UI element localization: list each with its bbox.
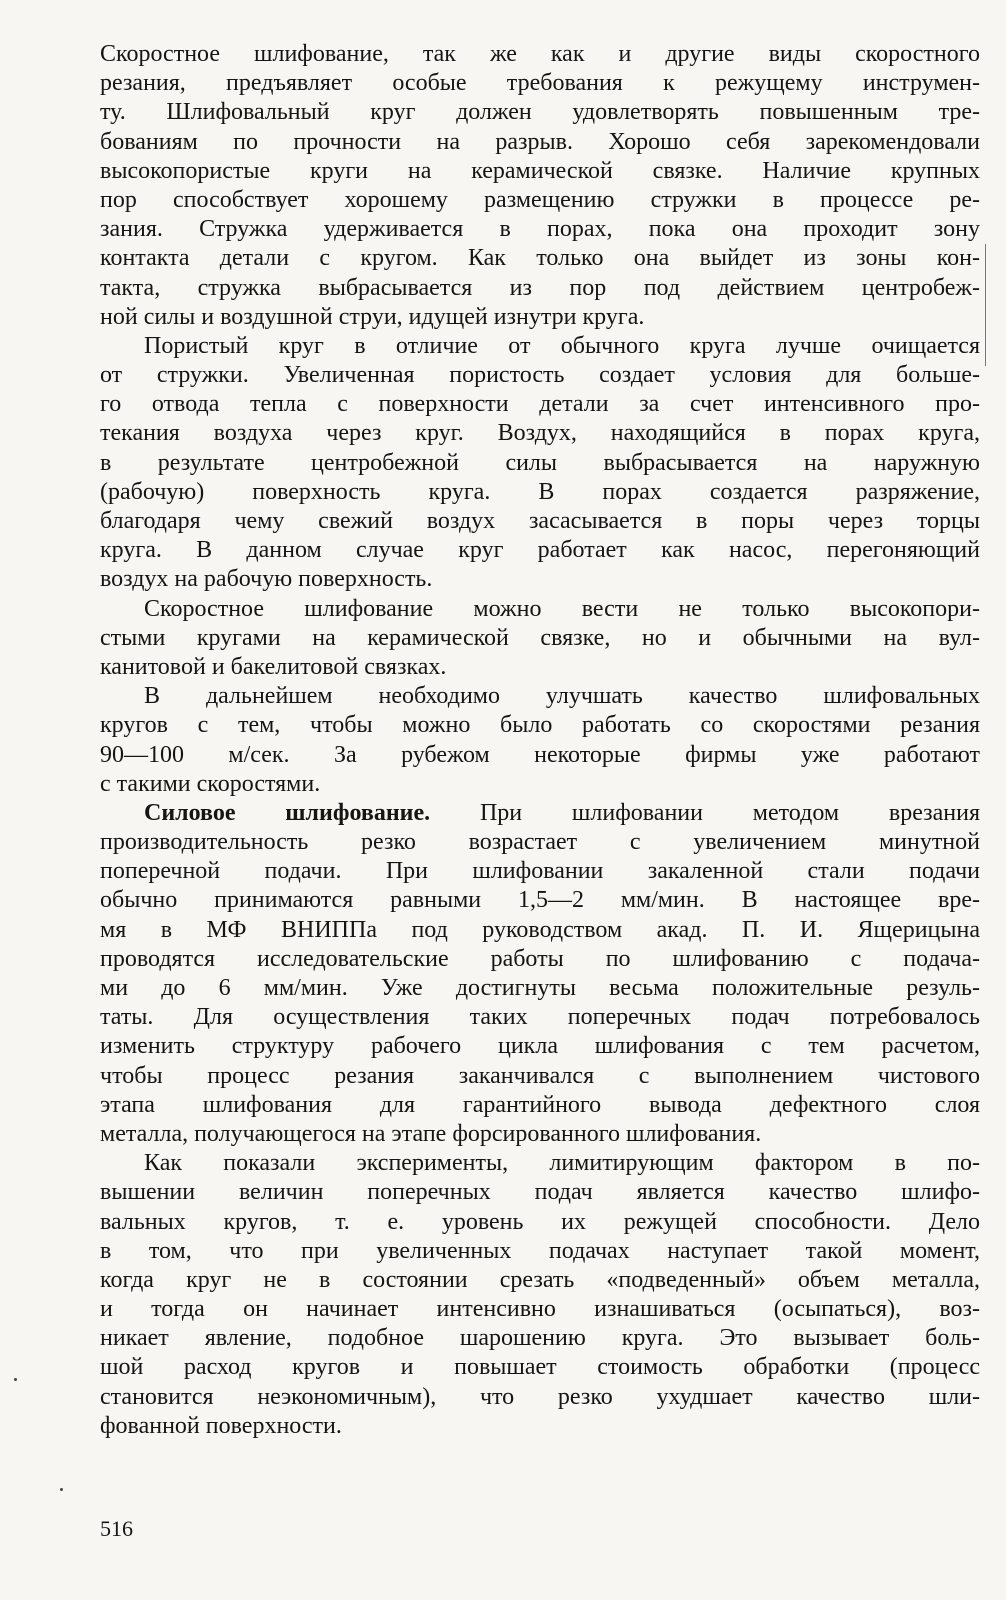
text-line: проводятся исследовательские работы по шлифованию с подача-: [100, 945, 980, 972]
text-line: этапа шлифования для гарантийного вывода дефектного слоя: [100, 1091, 980, 1118]
text-line: металла, получающегося на этапе форсированного шлифования.: [100, 1120, 762, 1147]
print-speck: [14, 1378, 17, 1381]
text-line: когда круг не в состоянии срезать «подведенный» объем металла,: [100, 1266, 980, 1293]
margin-rule: [985, 244, 986, 366]
text-line: бованиям по прочности на разрыв. Хорошо себя зарекомендовали: [100, 128, 980, 155]
text-line: [100, 799, 980, 828]
text-line: производительность резко возрастает с увеличением минутной: [100, 829, 980, 856]
paragraph: [100, 332, 980, 595]
text-line: ной силы и воздушной струи, идущей изнутри круга.: [100, 303, 645, 330]
text-line: канитовой и бакелитовой связках.: [100, 653, 447, 680]
text-line: ми до 6 мм/мин. Уже достигнуты весьма положительные резуль-: [100, 975, 980, 1001]
paragraph: [100, 799, 980, 1149]
text-line: шой расход кругов и повышает стоимость обработки (процесс: [100, 1354, 980, 1381]
paragraph: [100, 595, 980, 683]
paragraph: [100, 40, 980, 332]
text-line: текания воздуха через круг. Воздух, находящийся в порах круга,: [100, 420, 980, 447]
text-line: в результате центробежной силы выбрасывается на наружную: [100, 449, 980, 476]
text-line: вальных кругов, т. е. уровень их режущей способности. Дело: [100, 1208, 980, 1235]
text-line: благодаря чему свежий воздух засасывается в поры через торцы: [100, 508, 980, 534]
text-line: контакта детали с кругом. Как только она выйдет из зоны кон-: [100, 245, 980, 272]
text-line: кругов с тем, чтобы можно было работать со скоростями резания: [100, 712, 980, 739]
text-line: (рабочую) поверхность круга. В порах создается разряжение,: [100, 478, 980, 505]
text-line: становится неэкономичным), что резко ухудшает качество шли-: [100, 1383, 980, 1410]
text-line: Пористый круг в отличие от обычного круга лучше очищается: [144, 332, 980, 359]
text-line: пор способствует хорошему размещению стружки в процессе ре-: [100, 186, 980, 213]
page-body: [100, 40, 980, 1441]
text-line: стыми кругами на керамической связке, но и обычными на вул-: [100, 624, 980, 651]
text-line: зания. Стружка удерживается в порах, пока она проходит зону: [100, 216, 980, 243]
text-line: чтобы процесс резания заканчивался с выполнением чистового: [100, 1062, 980, 1089]
text-line: с такими скоростями.: [100, 770, 321, 797]
page-number: 516: [100, 1516, 133, 1541]
text-line: никает явление, подобное шарошению круга. Это вызывает боль-: [100, 1325, 980, 1352]
text-line-rest: При шлифовании методом врезания: [430, 799, 980, 826]
text-line: и тогда он начинает интенсивно изнашиваться (осыпаться), воз-: [100, 1296, 980, 1323]
text-line: от стружки. Увеличенная пористость создает условия для больше-: [100, 362, 980, 389]
print-speck: [60, 1488, 63, 1491]
text-line: Скоростное шлифование, так же как и другие виды скоростного: [100, 41, 980, 67]
text-line: высокопористые круги на керамической связке. Наличие крупных: [100, 157, 980, 184]
text-line: поперечной подачи. При шлифовании закаленной стали подачи: [100, 858, 980, 885]
text-line: таты. Для осуществления таких поперечных подач потребовалось: [100, 1004, 980, 1031]
text-line: Скоростное шлифование можно вести не только высокопори-: [144, 595, 980, 622]
paragraph: [100, 1149, 980, 1441]
text-line: мя в МФ ВНИППа под руководством акад. П. И. Ящерицына: [100, 916, 980, 943]
text-line: в том, что при увеличенных подачах наступает такой момент,: [100, 1237, 980, 1264]
text-line: В дальнейшем необходимо улучшать качество шлифовальных: [144, 683, 980, 710]
text-line: резания, предъявляет особые требования к режущему инструмен-: [100, 70, 980, 97]
text-line: изменить структуру рабочего цикла шлифования с тем расчетом,: [100, 1033, 980, 1060]
paragraph: [100, 682, 980, 799]
text-line: обычно принимаются равными 1,5—2 мм/мин. В настоящее вре-: [100, 887, 980, 914]
text-line: вышении величин поперечных подач является качество шлифо-: [100, 1179, 980, 1206]
text-line: такта, стружка выбрасывается из пор под действием центробеж-: [100, 274, 980, 301]
text-line: Как показали эксперименты, лимитирующим фактором в по-: [144, 1150, 980, 1177]
text-line: 90—100 м/сек. За рубежом некоторые фирмы уже работают: [100, 741, 980, 768]
section-heading: Силовое шлифование.: [144, 799, 431, 826]
text-line: фованной поверхности.: [100, 1412, 342, 1439]
text-line: воздух на рабочую поверхность.: [100, 566, 433, 593]
text-line: круга. В данном случае круг работает как насос, перегоняющий: [100, 537, 980, 564]
text-line: го отвода тепла с поверхности детали за счет интенсивного про-: [100, 391, 980, 418]
text-line: ту. Шлифовальный круг должен удовлетворять повышенным тре-: [100, 99, 980, 126]
